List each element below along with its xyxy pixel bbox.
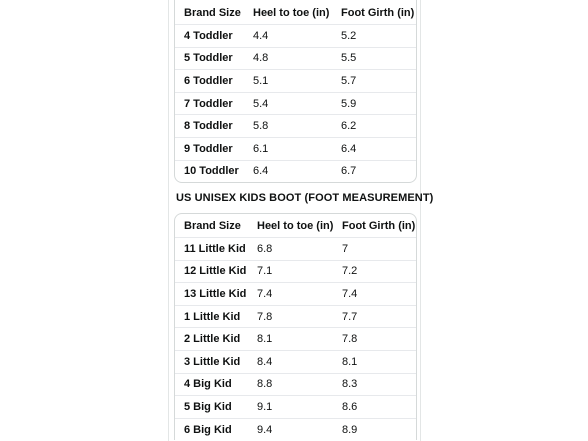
heel-to-toe-cell: 4.8: [253, 52, 269, 65]
brand-size-cell: 12 Little Kid: [184, 265, 247, 278]
brand-size-cell: 2 Little Kid: [184, 333, 241, 346]
table-row: [175, 92, 416, 115]
foot-girth-cell: 7.2: [342, 265, 358, 278]
brand-size-cell: 6 Toddler: [184, 74, 233, 87]
brand-size-cell: 6 Big Kid: [184, 423, 232, 436]
foot-girth-cell: 7.7: [342, 310, 358, 323]
toddler-size-table: [174, 0, 417, 183]
foot-girth-cell: 8.1: [342, 355, 358, 368]
table-row: [175, 327, 416, 350]
table-row: [175, 24, 416, 47]
heel-to-toe-cell: 6.8: [257, 242, 273, 255]
kids-size-table: [174, 213, 417, 440]
table-row: [175, 305, 416, 328]
heel-to-toe-cell: 7.8: [257, 310, 273, 323]
foot-girth-cell: 8.3: [342, 378, 358, 391]
heel-to-toe-cell: 6.4: [253, 165, 269, 178]
table-row: [175, 237, 416, 260]
foot-girth-cell: 7.8: [342, 333, 358, 346]
heel-to-toe-cell: 4.4: [253, 29, 269, 42]
foot-girth-cell: 8.6: [342, 400, 358, 413]
foot-girth-cell: 5.9: [341, 97, 357, 110]
foot-girth-cell: 5.7: [341, 74, 357, 87]
table-row: [175, 418, 416, 441]
column-header-brand-size: Brand Size: [184, 219, 241, 232]
column-header-heel-to-toe: Heel to toe (in): [257, 219, 334, 232]
brand-size-cell: 4 Toddler: [184, 29, 233, 42]
foot-girth-cell: 8.9: [342, 423, 358, 436]
heel-to-toe-cell: 8.1: [257, 333, 273, 346]
column-header-heel-to-toe: Heel to toe (in): [253, 6, 330, 19]
brand-size-cell: 1 Little Kid: [184, 310, 241, 323]
brand-size-cell: 7 Toddler: [184, 97, 233, 110]
brand-size-cell: 4 Big Kid: [184, 378, 232, 391]
column-header-brand-size: Brand Size: [184, 6, 241, 19]
table-row: [175, 160, 416, 183]
heel-to-toe-cell: 5.8: [253, 120, 269, 133]
brand-size-cell: 5 Toddler: [184, 52, 233, 65]
brand-size-cell: 5 Big Kid: [184, 400, 232, 413]
heel-to-toe-cell: 8.8: [257, 378, 273, 391]
foot-girth-cell: 6.4: [341, 142, 357, 155]
heel-to-toe-cell: 6.1: [253, 142, 269, 155]
brand-size-cell: 11 Little Kid: [184, 242, 246, 255]
brand-size-cell: 9 Toddler: [184, 142, 233, 155]
column-header-foot-girth: Foot Girth (in): [342, 219, 416, 232]
table-row: [175, 137, 416, 160]
heel-to-toe-cell: 9.1: [257, 400, 273, 413]
table-row: [175, 114, 416, 137]
table-header-row: [175, 214, 416, 237]
table-row: [175, 373, 416, 396]
brand-size-cell: 3 Little Kid: [184, 355, 241, 368]
column-header-foot-girth: Foot Girth (in): [341, 6, 415, 19]
heel-to-toe-cell: 7.1: [257, 265, 273, 278]
table-row: [175, 69, 416, 92]
kids-boot-section-title: US UNISEX KIDS BOOT (FOOT MEASUREMENT): [176, 192, 434, 204]
heel-to-toe-cell: 5.1: [253, 74, 269, 87]
table-row: [175, 47, 416, 70]
brand-size-cell: 8 Toddler: [184, 120, 233, 133]
heel-to-toe-cell: 7.4: [257, 287, 273, 300]
table-row: [175, 260, 416, 283]
table-header-row: [175, 0, 416, 24]
table-row: [175, 350, 416, 373]
heel-to-toe-cell: 9.4: [257, 423, 273, 436]
table-row: [175, 395, 416, 418]
brand-size-cell: 13 Little Kid: [184, 287, 247, 300]
brand-size-cell: 10 Toddler: [184, 165, 239, 178]
heel-to-toe-cell: 8.4: [257, 355, 273, 368]
heel-to-toe-cell: 5.4: [253, 97, 269, 110]
foot-girth-cell: 6.7: [341, 165, 357, 178]
foot-girth-cell: 5.5: [341, 52, 357, 65]
table-row: [175, 282, 416, 305]
foot-girth-cell: 5.2: [341, 29, 357, 42]
foot-girth-cell: 7.4: [342, 287, 358, 300]
foot-girth-cell: 7: [342, 242, 349, 255]
foot-girth-cell: 6.2: [341, 120, 357, 133]
